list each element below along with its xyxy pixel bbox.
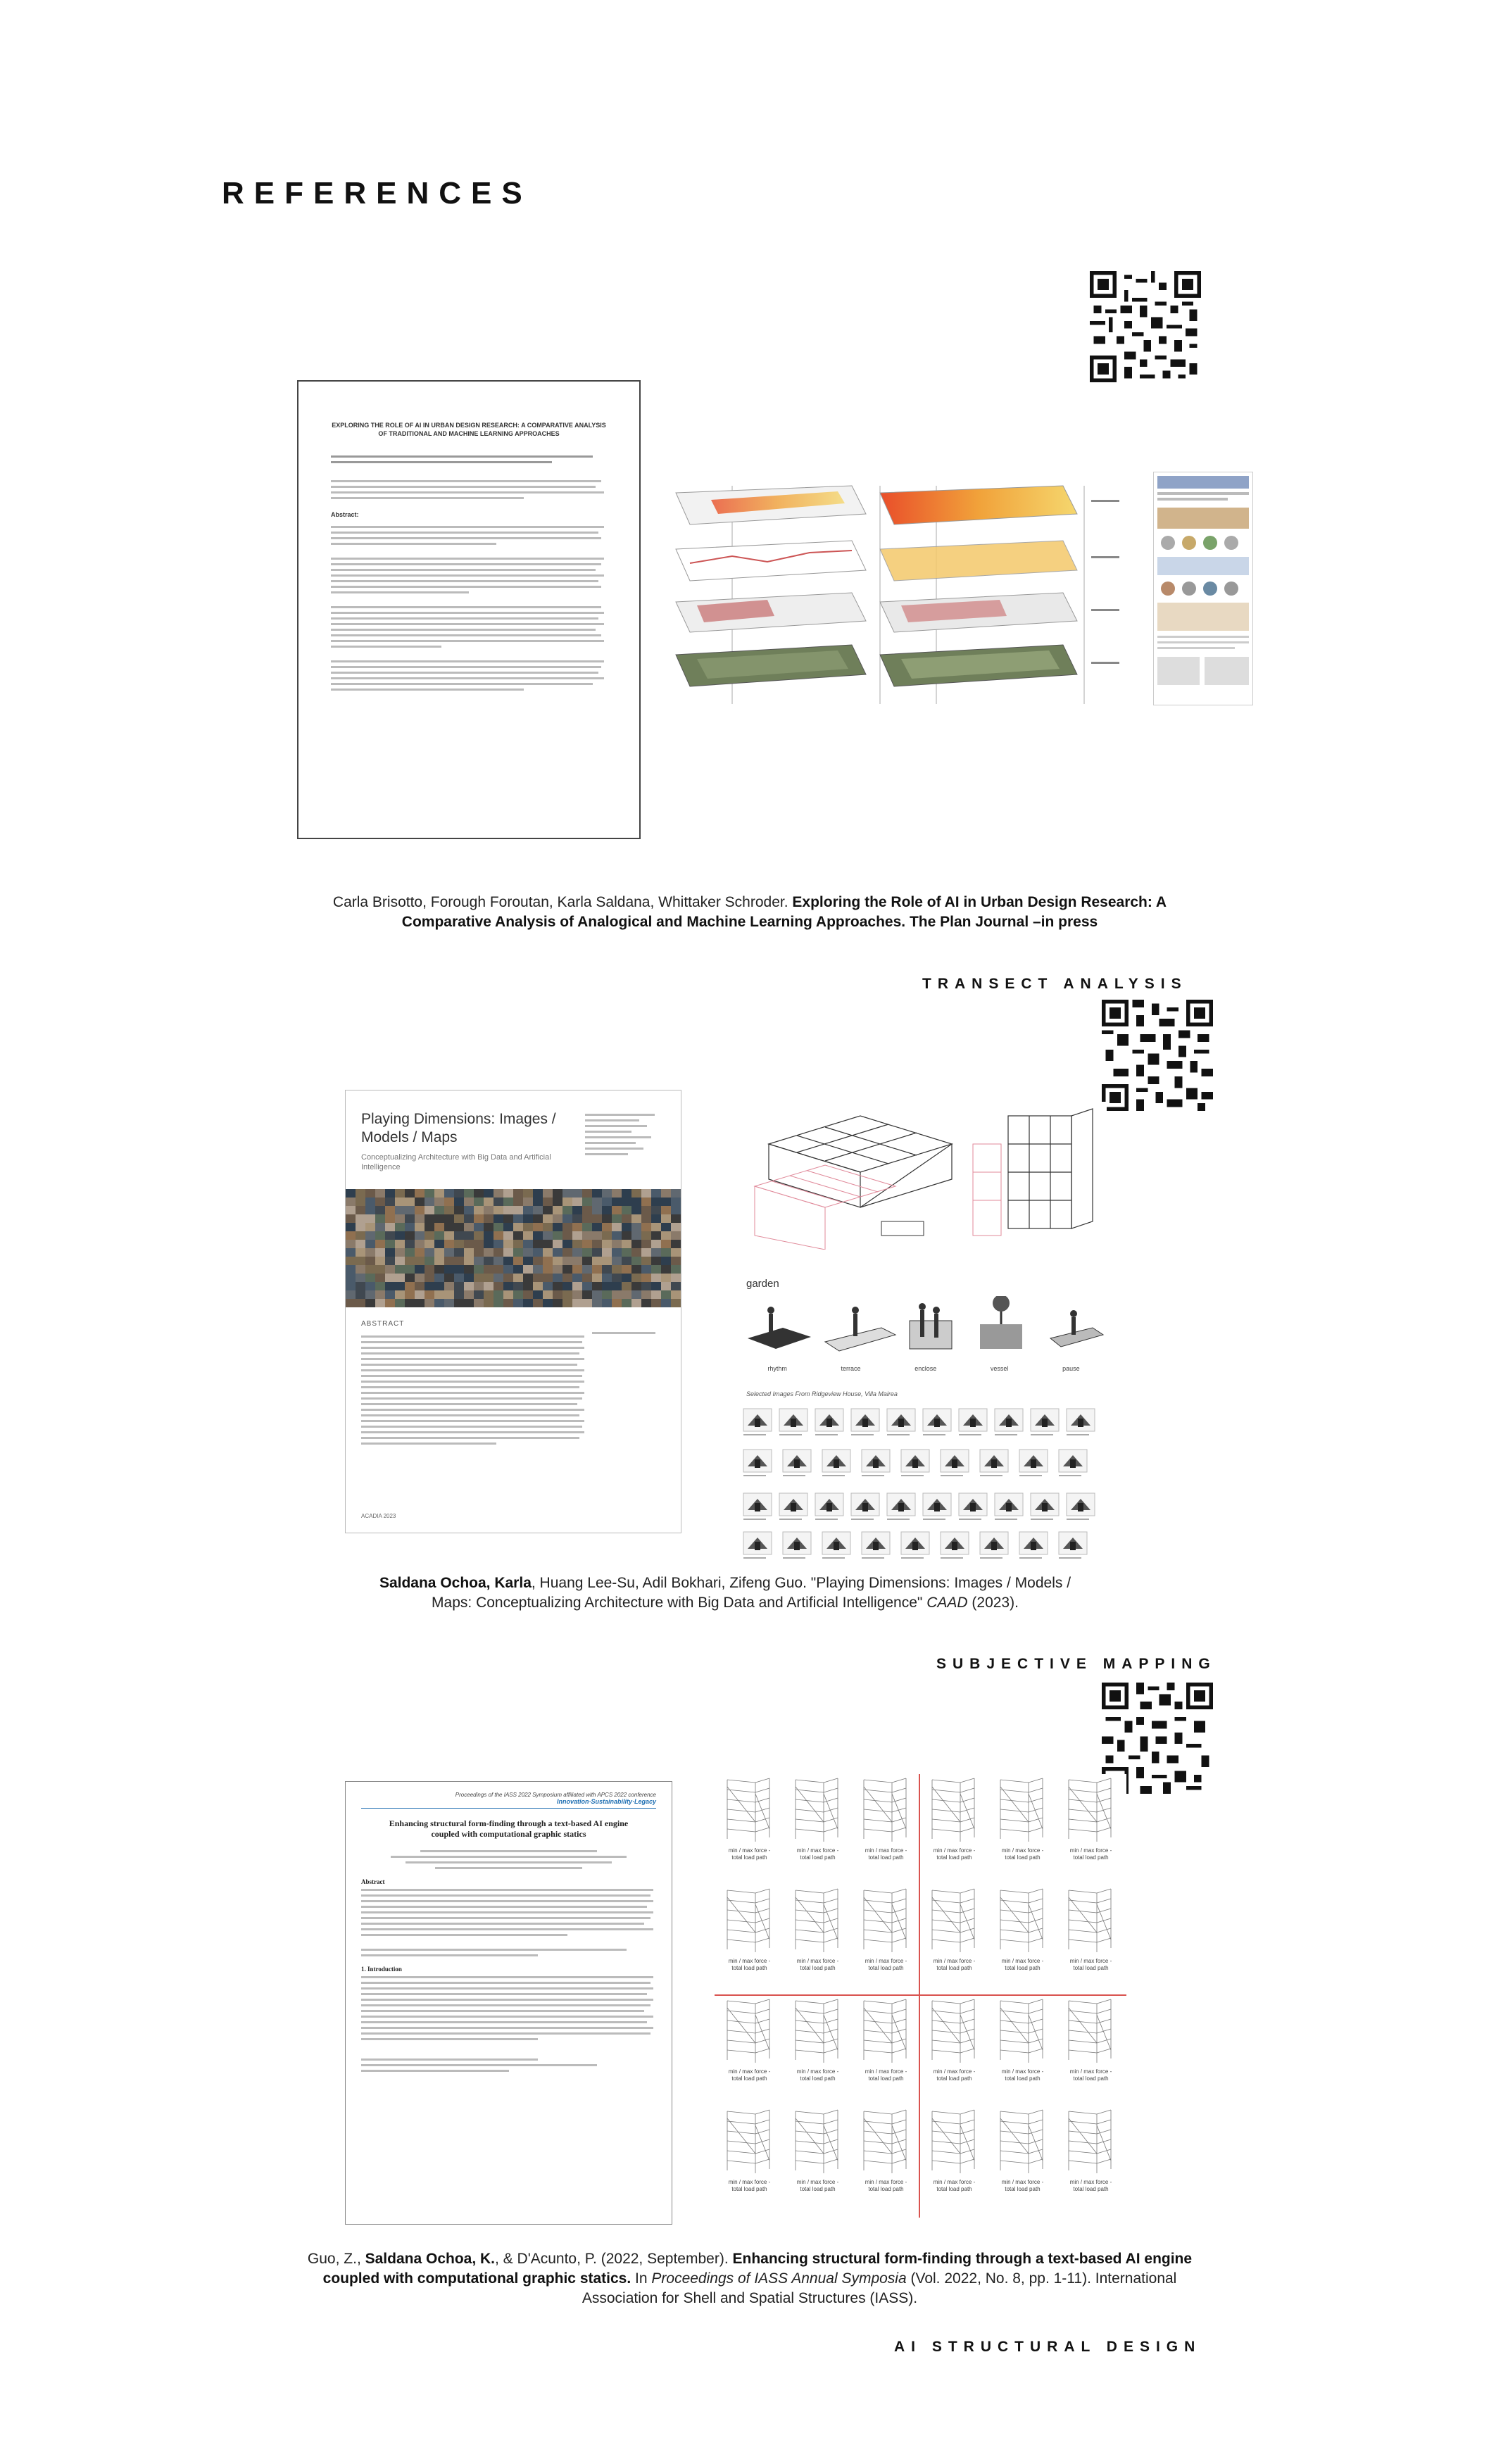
garden-item-label: terrace — [841, 1365, 861, 1372]
garden-item-label: pause — [1062, 1365, 1080, 1372]
garden-figure — [741, 1278, 1107, 1559]
citation-author: Saldana Ochoa, Karla — [379, 1575, 532, 1591]
page-footer: ACADIA 2023 — [361, 1513, 396, 1519]
grid-cell-caption: min / max force - total load path — [796, 2068, 839, 2082]
grid-cell-caption: min / max force - total load path — [865, 2179, 907, 2192]
grid-cell-caption: min / max force - total load path — [728, 2179, 771, 2192]
citation — [296, 893, 1204, 932]
proceedings-header-2: Innovation·Sustainability·Legacy — [556, 1798, 656, 1805]
paper-title: Enhancing structural form-finding through a text-based AI engine coupled with computational graphic statics — [389, 1818, 629, 1839]
citation-title: Enhancing structural form-finding through a text-based AI engine coupled with computational graphic statics. — [322, 2251, 1193, 2287]
paper-subtitle: Conceptualizing Architecture with Big Data and Artificial Intelligence — [361, 1153, 551, 1171]
image-collage — [346, 1189, 681, 1307]
grid-cell-caption: min / max force - total load path — [933, 2179, 976, 2192]
grid-cell-caption: min / max force - total load path — [1001, 1958, 1044, 1971]
citation: Saldana Ochoa, Karla, Huang Lee-Su, Adil Bokhari, Zifeng Guo. "Playing Dimensions: Images / Models / Maps: Conceptualizing Architecture with Big Data and Artificial Intelligence" CAAD (2023). — [379, 1575, 1071, 1611]
grid-cell-caption: min / max force - total load path — [796, 2179, 839, 2192]
introduction-heading: 1. Introduction — [361, 1966, 402, 1973]
structural-grid-figure — [715, 1774, 1126, 2218]
abstract-heading: Abstract: — [331, 511, 359, 518]
abstract-heading: Abstract — [361, 1878, 385, 1885]
paper-thumbnail[interactable] — [345, 1090, 681, 1533]
grid-cell-caption: min / max force - total load path — [728, 2068, 771, 2082]
abstract-heading: ABSTRACT — [361, 1320, 405, 1328]
garden-label: garden — [746, 1278, 779, 1290]
grid-cell-caption: min / max force - total load path — [1069, 1847, 1112, 1861]
grid-cell-caption: min / max force - total load path — [865, 2068, 907, 2082]
proceedings-header: Proceedings of the IASS 2022 Symposium affiliated with APCS 2022 conference — [455, 1792, 656, 1798]
grid-cell-caption: min / max force - total load path — [1001, 2068, 1044, 2082]
qr-code-icon[interactable] — [1090, 271, 1201, 382]
paper-thumbnail[interactable] — [297, 380, 641, 839]
citation: Guo, Z., Saldana Ochoa, K., & D'Acunto, P. (2022, September). Enhancing structural form-finding through a text-based AI engine coupled with computational graphic statics. In Proceedings of IASS Annual Symposia (Vol. 2022, No. 8, pp. 1-11). International Association for Shell and Spatial Structures (IASS). — [307, 2251, 1193, 2306]
grid-cell-caption: min / max force - total load path — [933, 1847, 976, 1861]
garden-item-label: rhythm — [767, 1365, 787, 1372]
grid-cell-caption: min / max force - total load path — [933, 2068, 976, 2082]
grid-cell-caption: min / max force - total load path — [1069, 2068, 1112, 2082]
grid-cell-caption: min / max force - total load path — [796, 1847, 839, 1861]
axonometric-figure — [741, 1102, 1107, 1250]
section-label-transect-analysis: TRANSECT ANALYSIS — [922, 976, 1188, 992]
transect-poster-figure — [1153, 472, 1253, 705]
section-label-subjective-mapping: SUBJECTIVE MAPPING — [936, 1656, 1217, 1672]
grid-cell-caption: min / max force - total load path — [1069, 2179, 1112, 2192]
section-label-ai-structural-design: AI STRUCTURAL DESIGN — [894, 2339, 1202, 2355]
grid-cell-caption: min / max force - total load path — [728, 1847, 771, 1861]
garden-item-label: vessel — [990, 1365, 1009, 1372]
grid-cell-caption: min / max force - total load path — [933, 1958, 976, 1971]
grid-cell-caption: min / max force - total load path — [865, 1847, 907, 1861]
grid-cell-caption: min / max force - total load path — [728, 1958, 771, 1971]
paper-title: EXPLORING THE ROLE OF AI IN URBAN DESIGN RESEARCH: A COMPARATIVE ANALYSIS OF TRADITIONAL AND MACHINE LEARNING APPROACHES — [332, 422, 606, 437]
citation-author: Saldana Ochoa, K. — [365, 2251, 496, 2267]
garden-item-label: enclose — [914, 1365, 937, 1372]
paper-title: Playing Dimensions: Images / Models / Maps — [361, 1111, 556, 1145]
grid-cell-caption: min / max force - total load path — [1069, 1958, 1112, 1971]
grid-cell-caption: min / max force - total load path — [1001, 2179, 1044, 2192]
selected-images-label: Selected Images From Ridgeview House, Villa Mairea — [746, 1390, 898, 1397]
grid-cell-caption: min / max force - total load path — [1001, 1847, 1044, 1861]
grid-cell-caption: min / max force - total load path — [796, 1958, 839, 1971]
citation-title: Exploring the Role of AI in Urban Design Research: A Comparative Analysis of Analogical and Machine Learning Approaches. The Plan Journal –in press — [401, 894, 1167, 930]
qr-code-icon[interactable] — [1102, 1000, 1213, 1111]
page-title: REFERENCES — [222, 176, 532, 210]
citation-authors: Carla Brisotto, Forough Foroutan, Karla Saldana, Whittaker Schroder. — [332, 894, 793, 910]
transect-layers-figure — [669, 472, 1148, 725]
paper-thumbnail[interactable] — [345, 1781, 672, 2225]
grid-cell-caption: min / max force - total load path — [865, 1958, 907, 1971]
